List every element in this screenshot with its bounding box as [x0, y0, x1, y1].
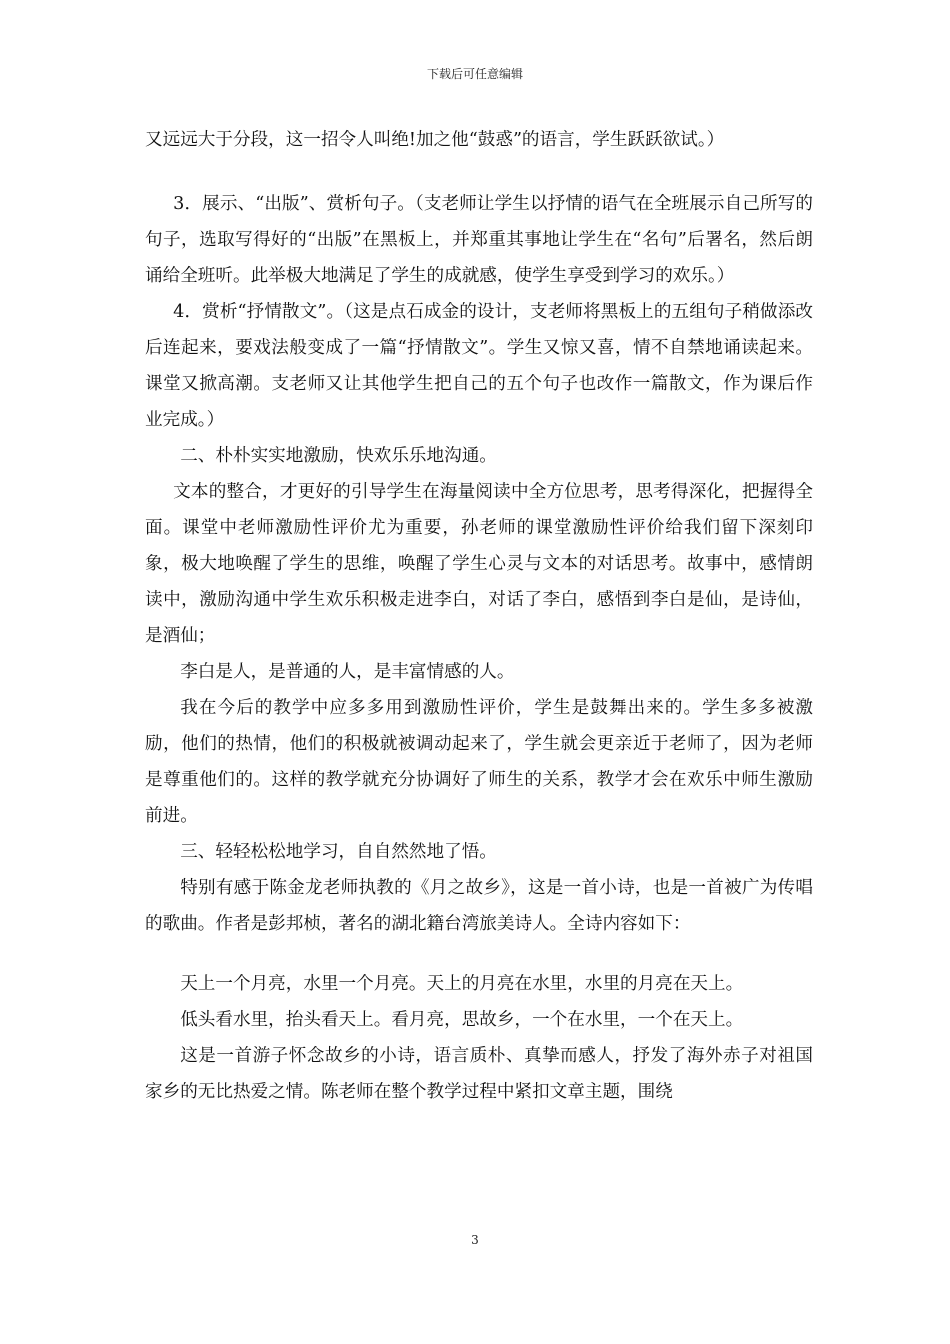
paragraph-poem-analysis: 这是一首游子怀念故乡的小诗，语言质朴、真挚而感人，抒发了海外赤子对祖国家乡的无比热爱之情。陈老师在整个教学过程中紧扣文章主题，围绕 [145, 1046, 813, 1102]
paragraph-item-3: 3．展示、“出版”、赏析句子。（支老师让学生以抒情的语气在全班展示自己所写的句子，选取写得好的“出版”在黑板上，并郑重其事地让学生在“名句”后署名，然后朗诵给全班听。此举极大地满足了学生的成就感，使学生享受到学习的欢乐。） [145, 194, 813, 286]
paragraph-encouragement: 我在今后的教学中应多多用到激励性评价，学生是鼓舞出来的。学生多多被激励，他们的热情，他们的积极就被调动起来了，学生就会更亲近于老师了，因为老师是尊重他们的。这样的教学就充分协调好了师生的关系，教学才会在欢乐中师生激励前进。 [145, 698, 813, 826]
poem-line-1: 天上一个月亮，水里一个月亮。天上的月亮在水里，水里的月亮在天上。 [180, 974, 744, 994]
paragraph-libai-human: 李白是人，是普通的人，是丰富情感的人。 [180, 662, 515, 682]
section-heading-3: 三、轻轻松松地学习，自自然然地了悟。 [180, 842, 497, 862]
poem-line-2: 低头看水里，抬头看天上。看月亮，思故乡，一个在水里，一个在天上。 [180, 1010, 744, 1030]
section-heading-2: 二、朴朴实实地激励，快欢乐乐地沟通。 [180, 446, 497, 466]
document-body [145, 122, 813, 1110]
paragraph-moon-hometown: 特别有感于陈金龙老师执教的《月之故乡》，这是一首小诗，也是一首被广为传唱的歌曲。作者是彭邦桢，著名的湖北籍台湾旅美诗人。全诗内容如下： [145, 878, 813, 934]
paragraph-item-4: 4．赏析“抒情散文”。（这是点石成金的设计，支老师将黑板上的五组句子稍做添改后连起来，要戏法般变成了一篇“抒情散文”。学生又惊又喜，情不自禁地诵读起来。课堂又掀高潮。支老师又让其他学生把自己的五个句子也改作一篇散文，作为课后作业完成。） [145, 302, 813, 430]
page-header: 下载后可任意编辑 [426, 67, 523, 81]
page-number: 3 [471, 1233, 479, 1247]
paragraph-text-integration: 文本的整合，才更好的引导学生在海量阅读中全方位思考，思考得深化，把握得全面。课堂中老师激励性评价尤为重要，孙老师的课堂激励性评价给我们留下深刻印象，极大地唤醒了学生的思维，唤醒了学生心灵与文本的对话思考。故事中，感情朗读中，激励沟通中学生欢乐积极走进李白，对话了李白，感悟到李白是仙，是诗仙，是酒仙； [145, 482, 813, 646]
paragraph-continuation: 又远远大于分段，这一招令人叫绝!加之他“鼓惑”的语言，学生跃跃欲试。） [145, 130, 725, 150]
